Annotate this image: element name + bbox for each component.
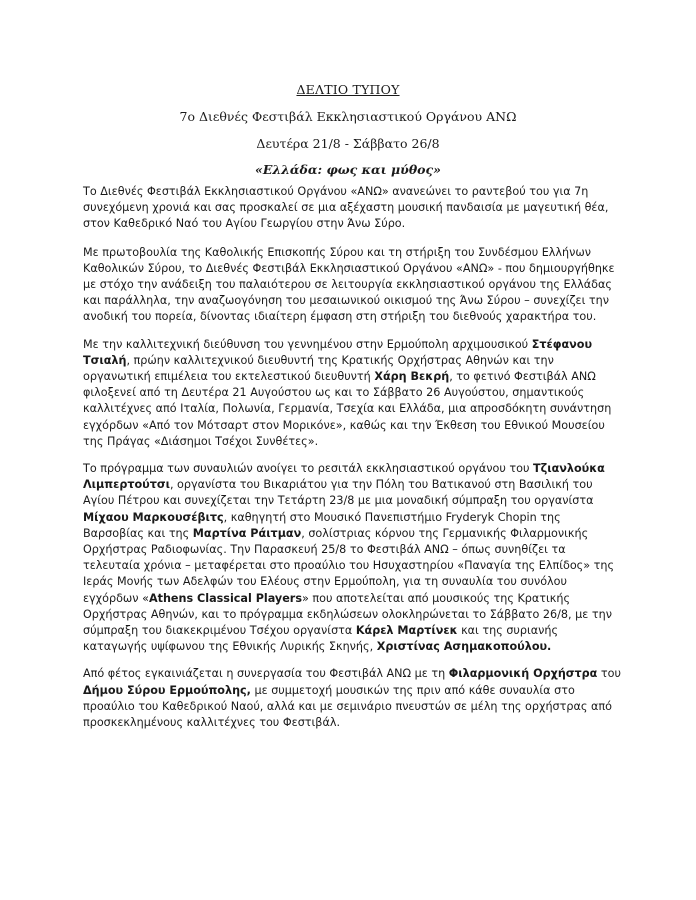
p5-text-a: Από φέτος εγκαινιάζεται η συνεργασία του Φεστιβάλ ΑΝΩ με τη (83, 667, 449, 681)
festival-line: 7ο Διεθνές Φεστιβάλ Εκκλησιαστικού Οργάνου ΑΝΩ (179, 109, 517, 124)
body-text (83, 184, 623, 742)
p4-name-martinek: Κάρελ Μαρτίνεκ (355, 624, 458, 638)
p4-name-asimakopoulou: Χριστίνας Ασημακοπούλου. (376, 640, 552, 654)
p4-text-a: Το πρόγραμμα των συναυλιών ανοίγει το ρεσιτάλ εκκλησιαστικού οργάνου του (83, 462, 533, 476)
festival-dates: Δευτέρα 21/8 - Σάββατο 26/8 (256, 136, 440, 151)
p4-text-c: , οργανίστα του Βικαριάτου για την Πόλη του Βατικανού στη Βασιλική του Αγίου Πέτρου και συνεχίζεται την Τετάρτη 23/8 με μια μοναδική σύμπραξη του οργανίστα (83, 478, 594, 508)
p3-text-e: , το φετινό Φεστιβάλ ΑΝΩ φιλοξενεί από τη Δευτέρα 21 Αυγούστου ως και το Σάββατο 26 Αυγούστου, σημαντικούς καλλιτέχνες από Ιταλία, Πολωνία, Γερμανία, Τσεχία και Ελλάδα, μια απροσδόκητη συνάντηση εγχόρδων «Από τον Μότσαρτ στον Μορικόνε», καθώς και την Έκθεση του Εθνικού Μουσείου της Πράγας «Διάσημοι Τσέχοι Συνθέτες». (83, 370, 612, 448)
p4-text-g: , σολίστριας κόρνου της Γερμανικής Φιλαρμονικής Ορχήστρας Ραδιοφωνίας. Την Παρασκευή 25/8 το Φεστιβάλ ΑΝΩ – όπως συνηθίζει τα τελευταία χρόνια – μεταφέρεται στο προαύλιο του Ησυχαστηρίου «Παναγία της Ελπίδος» της Ιεράς Μονής των Αδελφών του Ελέους στην Ερμούπολη, για τη συναυλία του συνόλου εγχόρδων « (83, 526, 615, 605)
p5-text-e: με συμμετοχή μουσικών της πριν από κάθε συναυλία στο προαύλιο του Καθεδρικού Ναού, αλλά και με σεμινάριο πνευστών σε μέλη της ορχήστρας από προσκεκλημένους καλλιτέχνες του Φεστιβάλ. (83, 683, 612, 730)
p4-text-e: , καθηγητή στο Μουσικό Πανεπιστήμιο Fryderyk Chopin της Βαρσοβίας και της (83, 510, 561, 540)
document-title: ΔΕΛΤΙΟ ΤΥΠΟΥ (296, 82, 400, 97)
p3-text-a: Με την καλλιτεχνική διεύθυνση του γεννημένου στην Ερμούπολη αρχιμουσικού (83, 337, 532, 351)
paragraph-4 (83, 461, 623, 655)
p3-name-vekris: Χάρη Βεκρή (374, 370, 450, 384)
p3-text-c: , πρώην καλλιτεχνικού διευθυντή της Κρατικής Ορχήστρας Αθηνών και την οργανωτική επιμέλεια του εκτελεστικού διευθυντή (83, 353, 554, 384)
p5-text-c: του (597, 667, 621, 681)
paragraph-3 (83, 337, 623, 450)
p4-text-i: » που αποτελείται από μουσικούς της Κρατικής Ορχήστρας Αθηνών, και το πρόγραμμα εκδηλώσεων ολοκληρώνεται το Σάββατο 26/8, με την σύμπραξη του διακεκριμένου Τσέχου οργανίστα (83, 591, 612, 638)
paragraph-5 (83, 666, 623, 731)
p4-text-k: και της συριανής καταγωγής υψίφωνου της Εθνικής Λυρικής Σκηνής, (83, 624, 559, 654)
p4-name-markusewicz: Μίχαου Μαρκουσέβιτς (83, 510, 224, 524)
p4-name-reitmann: Μαρτίνα Ράιτμαν (192, 526, 302, 540)
p5-name-philharmonic: Φιλαρμονική Ορχήστρα (448, 667, 598, 681)
paragraph-2: Με πρωτοβουλία της Καθολικής Επισκοπής Σύρου και τη στήριξη του Συνδέσμου Ελλήνων Καθολικών Σύρου, το Διεθνές Φεστιβάλ Εκκλησιαστικού Οργάνου «ΑΝΩ» - που δημιουργήθηκε με στόχο την ανάδειξη του παλαιότερου σε λειτουργία εκκλησιαστικού οργάνου της Ελλάδας και παράλληλα, την αναζωογόνηση του μεσαιωνικού οικισμού της Άνω Σύρου – συνεχίζει την ανοδική του πορεία, δίνοντας ιδιαίτερη έμφαση στη στήριξη του διεθνούς χαρακτήρα του. (83, 245, 615, 324)
paragraph-1: Το Διεθνές Φεστιβάλ Εκκλησιαστικού Οργάνου «ΑΝΩ» ανανεώνει το ραντεβού του για 7η συνεχόμενη χρονιά και σας προσκαλεί σε μια αξέχαστη μουσική πανδαισία με μαγευτική θέα, στον Καθεδρικό Ναό του Αγίου Γεωργίου στην Άνω Σύρο. (83, 185, 609, 231)
festival-motto: «Ελλάδα: φως και μύθος» (255, 162, 441, 177)
p5-name-municipality: Δήμου Σύρου Ερμούπολης, (83, 683, 251, 697)
p4-name-athens-classical-players: Athens Classical Players (148, 591, 302, 605)
p3-name-tsialis: Στέφανου Τσιαλή (83, 337, 593, 367)
p4-name-libertucci: Τζιανλούκα Λιμπερτούτσι (83, 462, 605, 492)
